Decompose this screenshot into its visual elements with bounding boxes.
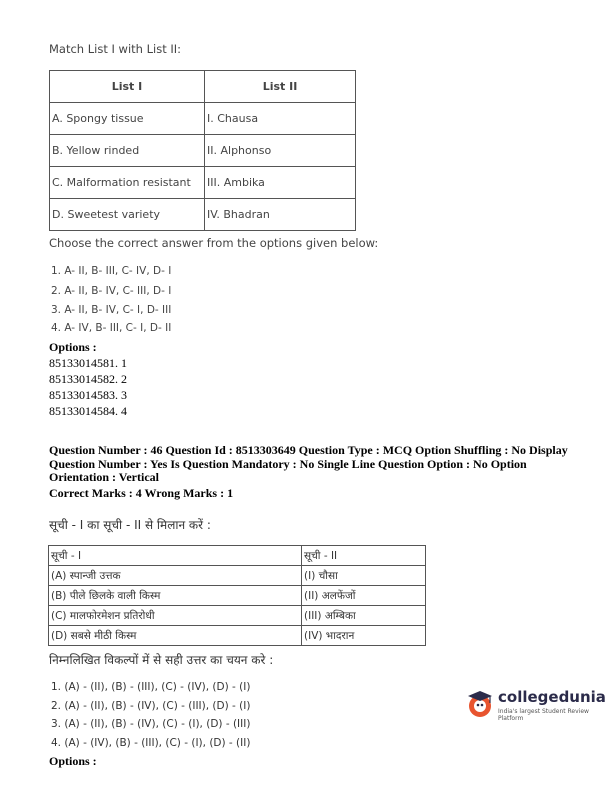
answer-choice: 4. (A) - (IV), (B) - (III), (C) - (I), (D) - (II): [51, 737, 251, 749]
choose-instruction-hindi: निम्नलिखित विकल्पों में से सही उत्तर का चयन करे :: [49, 653, 274, 667]
column-header: List I: [50, 71, 205, 103]
table-row: [50, 135, 356, 167]
table-cell: (IV) भादरान: [302, 626, 426, 646]
table-row: [49, 606, 426, 626]
table-cell: D. Sweetest variety: [50, 199, 205, 231]
answer-choice: 3. A- II, B- IV, C- I, D- III: [51, 304, 172, 316]
table-cell: II. Alphonso: [205, 135, 356, 167]
answer-choice: 2. A- II, B- IV, C- III, D- I: [51, 285, 172, 297]
answer-choice: 2. (A) - (II), (B) - (IV), (C) - (III), (D) - (I): [51, 700, 251, 712]
option-id: 85133014582. 2: [49, 372, 127, 386]
table-row: [49, 546, 426, 566]
table-cell: (B) पीले छिलके वाली किस्म: [49, 586, 302, 606]
table-cell: (I) चौसा: [302, 566, 426, 586]
table-cell: (D) सबसे मीठी किस्म: [49, 626, 302, 646]
answer-choice: 4. A- IV, B- III, C- I, D- II: [51, 322, 172, 334]
table-cell: सूची - II: [302, 546, 426, 566]
question-intro: Match List I with List II:: [49, 42, 182, 56]
options-label: Options :: [49, 754, 97, 768]
table-row: [50, 199, 356, 231]
table-cell: C. Malformation resistant: [50, 167, 205, 199]
table-cell: I. Chausa: [205, 103, 356, 135]
choose-instruction: Choose the correct answer from the options given below:: [49, 236, 379, 250]
option-id: 85133014584. 4: [49, 404, 127, 418]
table-cell: (III) अम्बिका: [302, 606, 426, 626]
question-marks: Correct Marks : 4 Wrong Marks : 1: [49, 486, 234, 500]
table-cell: (C) मालफोरमेशन प्रतिरोधी: [49, 606, 302, 626]
logo-tagline: India's largest Student Review Platform: [498, 708, 589, 722]
option-id: 85133014583. 3: [49, 388, 127, 402]
table-cell: III. Ambika: [205, 167, 356, 199]
column-header: List II: [205, 71, 356, 103]
table-header-row: [50, 71, 356, 103]
graduation-cap-icon: [464, 688, 496, 720]
question-intro-hindi: सूची - I का सूची - II से मिलान करें :: [49, 518, 211, 532]
table-cell: (A) स्पान्जी उत्तक: [49, 566, 302, 586]
table-row: [49, 566, 426, 586]
match-table-hindi: [48, 545, 426, 646]
options-label: Options :: [49, 340, 97, 354]
answer-choice: 1. (A) - (II), (B) - (III), (C) - (IV), (D) - (I): [51, 681, 251, 693]
table-row: [50, 103, 356, 135]
match-table: [49, 70, 356, 231]
table-row: [49, 586, 426, 606]
logo-brand: collegedunia: [498, 688, 606, 706]
option-id: 85133014581. 1: [49, 356, 127, 370]
table-cell: (II) अलफेंजों: [302, 586, 426, 606]
answer-choice: 3. (A) - (II), (B) - (IV), (C) - (I), (D) - (III): [51, 718, 251, 730]
question-meta: Question Number : 46 Question Id : 8513303649 Question Type : MCQ Option Shuffling : No Display: [49, 443, 568, 457]
table-cell: सूची - I: [49, 546, 302, 566]
answer-choice: 1. A- II, B- III, C- IV, D- I: [51, 265, 172, 277]
table-row: [50, 167, 356, 199]
table-cell: B. Yellow rinded: [50, 135, 205, 167]
question-meta: Question Number : Yes Is Question Mandatory : No Single Line Question Option : No Option: [49, 457, 527, 471]
question-meta: Orientation : Vertical: [49, 470, 159, 484]
table-row: [49, 626, 426, 646]
table-cell: IV. Bhadran: [205, 199, 356, 231]
table-cell: A. Spongy tissue: [50, 103, 205, 135]
